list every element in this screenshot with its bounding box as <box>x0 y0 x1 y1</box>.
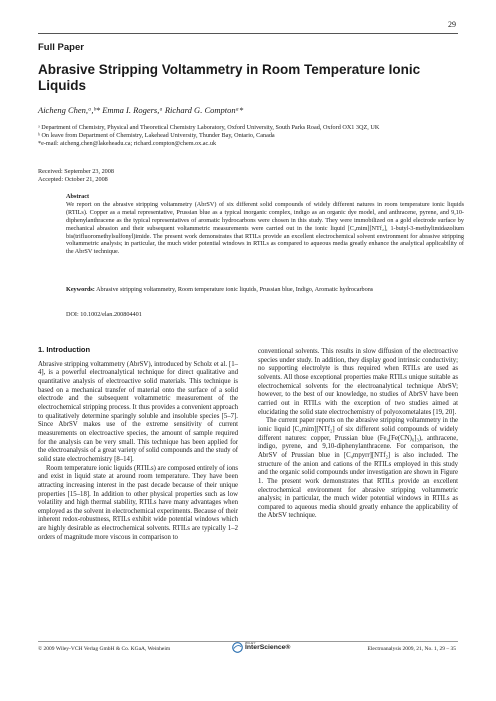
abstract-text: We report on the abrasive stripping voltammetry (AbrSV) of six different solid compounds of widely different natures in room temperature ionic liquids (RTILs). Copper as a metal representative, Prussian blue as a typical inorganic complex, indigo as an organic dye model, and anthracene, pyrene, and 9,10-diphenylanthracene as the typical representatives of aromatic hydrocarbons were chosen in this study. They were immobilized on a gold electrode surface by mechanical abrasion and their subsequent voltammetric measurements were carried out in the ionic liquid [C₄mim][NTf₂], 1-butyl-3-methylimidazolium bis(trifluoromethylsulfonyl)imide. The present work demonstrates that RTILs provide an excellent electrochemical solvent environment for abrasive stripping voltammetric analysis; in particular, the much wider potential windows in RTILs as compared to aqueous media greatly enhance the analytical applicability of the AbrSV technique. <box>66 200 464 256</box>
affiliation-a: ᵃ Department of Chemistry, Physical and Theoretical Chemistry Laboratory, Oxford University, South Parks Road, Oxford OX1 3QZ, UK <box>38 124 380 131</box>
publication-dates <box>38 168 114 184</box>
paragraph: The current paper reports on the abrasive stripping voltammetry in the ionic liquid [C₄mim][NTf₂] of six different solid compounds of widely different natures: copper, Prussian blue (Fe₄[Fe(CN)₆]₃), anthracene, indigo, pyrene, and 9,10-diphenylanthracene. For comparison, the AbrSV of Prussian blue in [C₄mpyrr][NTf₂] is also included. The structure of the anion and cations of the RTILs employed in this study and the organic solid compounds under investigation are shown in Figure 1. The present work demonstrates that RTILs provide an excellent electrochemical environment for abrasive stripping voltammetric analysis; in particular, the much wider potential windows in RTILs as compared to aqueous media should greatly enhance the applicability of the AbrSV technique. <box>258 417 458 520</box>
section-label: Full Paper <box>38 42 84 53</box>
logo-wiley-text: WILEY <box>245 641 256 645</box>
copyright: © 2009 Wiley-VCH Verlag GmbH & Co. KGaA, Weinheim <box>38 646 171 652</box>
logo-interscience-text: InterScience® <box>245 644 291 651</box>
column-left <box>38 346 238 542</box>
contact-email[interactable]: *e-mail: aicheng.chen@lakeheadu.ca; richard.compton@chem.ox.ac.uk <box>38 140 217 148</box>
abstract <box>66 193 464 256</box>
page-number: 29 <box>448 20 456 29</box>
globe-icon <box>232 642 243 653</box>
introduction-heading: 1. Introduction <box>38 345 91 354</box>
doi[interactable]: DOI: 10.1002/elan.200804401 <box>66 311 142 318</box>
column-right <box>258 348 458 521</box>
received-date: Received: September 23, 2008 <box>38 168 114 175</box>
interscience-logo <box>232 641 292 655</box>
paragraph: Room temperature ionic liquids (RTILs) are composed entirely of ions and exist in liquid state at around room temperature. They have been attracting increasing interest in the past decade because of their unique properties [15–18]. In addition to other physical properties such as low volatility and high thermal stability, RTILs have many advantages when employed as the solvent in electrochemical experiments. Because of their inherent redox-robustness, RTILs exhibit wide potential windows which are highly desirable as electrochemical solvents. RTILs are typically 1–2 orders of magnitude more viscous in comparison to <box>38 464 238 541</box>
paragraph: Abrasive stripping voltammetry (AbrSV), introduced by Scholz et al. [1–4], is a powerful electroanalytical technique for direct qualitative and quantitative analysis of electroactive solid materials. This technique is based on a mechanical transfer of material onto the surface of a solid electrode and the subsequent voltammetric measurement of the electrochemical stripping process. It thus provides a convenient approach to qualitatively determine sparingly soluble and insoluble species [5–7]. Since AbrSV makes use of the extreme sensitivity of current measurements on electroactive species, the amount of sample required for the analysis can be very small. This technique has been applied for the electroanalysis of a great variety of solid compounds and the study of solid state electrochemistry [8–14]. <box>38 360 238 463</box>
keywords <box>66 286 464 294</box>
authors: Aicheng Chen,ᵃ,ᵇ* Emma I. Rogers,ᵃ Richard G. Comptonᵃ* <box>38 105 244 115</box>
paragraph: conventional solvents. This results in slow diffusion of the electroactive species under study. In addition, they display good intrinsic conductivity; no supporting electrolyte is thus required when RTILs are used as solvents. All those exceptional properties make RTILs unique suitable as electrochemical solvents for the electroanalytical technique AbrSV; however, to the best of our knowledge, no studies of AbrSV have been carried out in RTILs with the exception of two studies aimed at elucidating the solid state electrochemistry of polyoxometalates [19, 20]. <box>258 348 458 416</box>
affiliation-b: ᵇ On leave from Department of Chemistry, Lakehead University, Thunder Bay, Ontario, Canada <box>38 132 275 140</box>
accepted-date: Accepted: October 21, 2008 <box>38 176 108 184</box>
journal-citation: Electroanalysis 2009, 21, No. 1, 29 – 35 <box>367 646 456 652</box>
affiliations <box>38 124 463 149</box>
paper-title: Abrasive Stripping Voltammetry in Room Temperature Ionic Liquids <box>38 62 421 93</box>
keywords-text: Abrasive stripping voltammetry, Room temperature ionic liquids, Prussian blue, Indigo, Aromatic hydrocarbons <box>96 286 374 293</box>
keywords-label: Keywords: <box>66 286 95 293</box>
abstract-heading: Abstract <box>66 193 90 200</box>
header-rule <box>38 33 458 34</box>
